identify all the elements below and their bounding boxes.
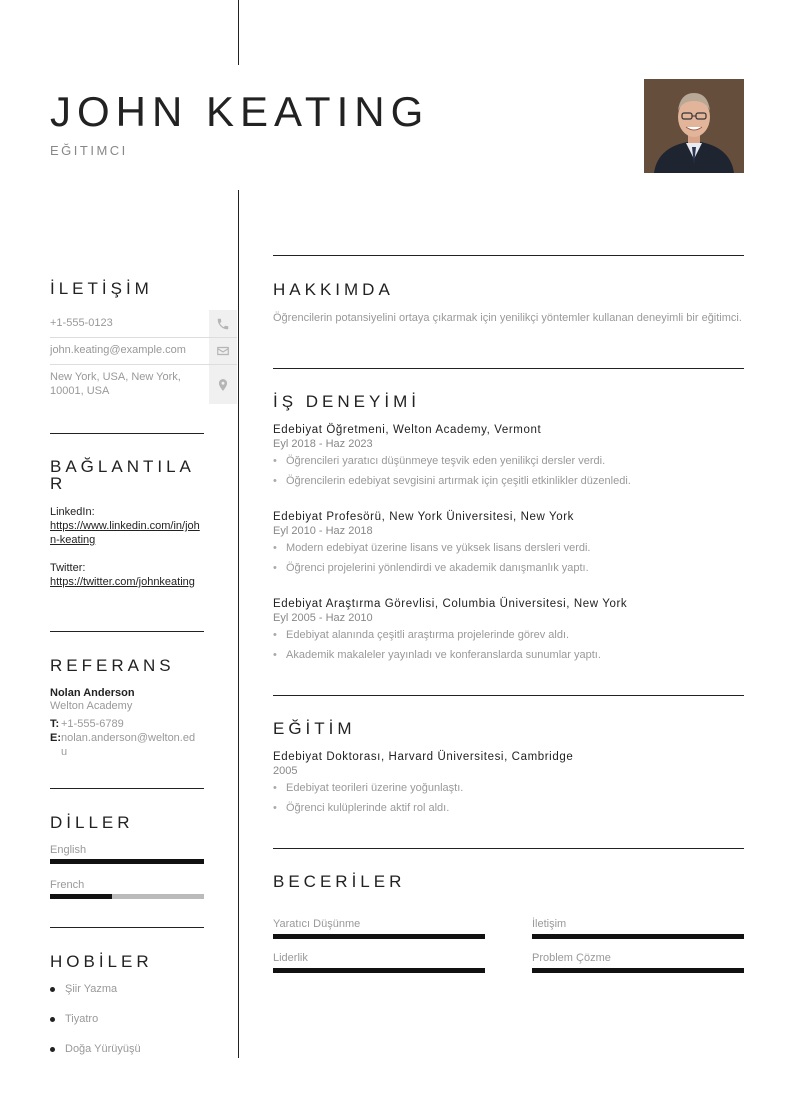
degree-year: 2005 [273,765,298,777]
skill-level-bar [273,934,485,939]
education-title: EĞİTİM [273,719,356,738]
divider [50,927,204,928]
skill-level-bar [273,968,485,973]
link-item-linkedin [50,505,204,547]
portrait-image [644,79,744,173]
hobby-label: Şiir Yazma [65,983,118,995]
link-label: Twitter: [50,562,86,574]
job-title: Edebiyat Profesörü, New York Üniversitesi, New York [273,511,574,523]
divider [50,788,204,789]
reference-email: nolan.anderson@welton.edu [61,732,196,758]
skill-level-bar [532,934,744,939]
education-entry [273,751,744,814]
contact-phone: +1-555-0123 [50,317,113,329]
language-french [50,879,204,899]
degree-title: Edebiyat Doktorası, Harvard Üniversitesi, Cambridge [273,751,574,763]
skills-title: BECERİLER [273,872,406,891]
education-bullet: • Öğrenci kulüplerinde aktif rol aldı. [273,802,450,814]
reference-phone: +1-555-6789 [61,718,124,730]
job-bullet: • Öğrencileri yaratıcı düşünmeye teşvik eden yenilikçi dersler verdi. [273,455,606,467]
language-english [50,844,204,864]
job-title: Edebiyat Araştırma Görevlisi, Columbia Üniversitesi, New York [273,598,628,610]
job-bullet: • Edebiyat alanında çeşitli araştırma projelerinde görev aldı. [273,629,570,641]
envelope-icon [209,338,237,364]
reference-phone-row [50,717,204,731]
skill-label: Problem Çözme [532,952,611,964]
language-level-bar [50,894,204,899]
links-title-line2: R [50,474,67,493]
job-bullet: • Modern edebiyat üzerine lisans ve yüksek lisans dersleri verdi. [273,542,591,554]
hobby-item [50,1013,98,1025]
job-entry [273,598,744,661]
job-bullet: • Öğrencilerin edebiyat sevgisini artırmak için çeşitli etkinlikler düzenledi. [273,475,631,487]
language-label: English [50,844,87,856]
divider [273,695,744,696]
divider-top [238,0,239,65]
skill-item [532,918,744,939]
divider [273,848,744,849]
experience-title: İŞ DENEYİMİ [273,392,420,411]
divider [50,631,204,632]
job-dates: Eyl 2005 - Haz 2010 [273,612,373,624]
job-title: Edebiyat Öğretmeni, Welton Academy, Vermont [273,424,542,436]
reference-email-row [50,731,204,759]
job-entry [273,511,744,574]
skill-item [273,952,485,973]
skill-item [273,918,485,939]
links-title-line1: BAĞLANTILA [50,457,195,476]
skill-label: Yaratıcı Düşünme [273,918,361,930]
contact-title: İLETİŞİM [50,279,153,298]
contact-email-row [50,338,237,365]
divider [273,368,744,369]
divider [273,255,744,256]
job-bullet: • Öğrenci projelerini yönlendirdi ve akademik danışmanlık yaptı. [273,562,589,574]
reference-org: Welton Academy [50,700,133,712]
hobby-item [50,1043,141,1055]
phone-icon [209,310,237,337]
skill-label: İletişim [532,918,567,930]
reference-email-key: E: [50,732,61,744]
skill-item [532,952,744,973]
skill-label: Liderlik [273,952,308,964]
hobby-item [50,983,117,995]
hobby-label: Doğa Yürüyüşü [65,1043,141,1055]
contact-address-row [50,365,237,404]
job-dates: Eyl 2010 - Haz 2018 [273,525,373,537]
contact-address: New York, USA, New York, 10001, USA [50,371,181,397]
job-bullet: • Akademik makaleler yayınladı ve konferanslarda sunumlar yaptı. [273,649,601,661]
linkedin-link[interactable]: https://www.linkedin.com/in/john-keating [50,520,200,546]
link-label: LinkedIn: [50,506,95,518]
skill-level-bar [532,968,744,973]
twitter-link[interactable]: https://twitter.com/johnkeating [50,576,195,588]
link-item-twitter [50,561,204,589]
language-level-bar [50,859,204,864]
reference-name: Nolan Anderson [50,687,135,699]
person-role: EĞITIMCI [50,143,128,158]
divider [50,433,204,434]
hobby-label: Tiyatro [65,1013,99,1025]
column-divider [238,190,239,1058]
reference-block [50,687,204,759]
languages-title: DİLLER [50,813,134,832]
language-label: French [50,879,85,891]
about-text: Öğrencilerin potansiyelini ortaya çıkarmak için yenilikçi yöntemler kullanan deneyimli bir eğitimci. [273,312,742,324]
hobbies-title: HOBİLER [50,952,153,971]
person-name: JOHN KEATING [50,88,430,135]
about-title: HAKKIMDA [273,280,394,299]
reference-title: REFERANS [50,656,175,675]
job-dates: Eyl 2018 - Haz 2023 [273,438,373,450]
links-title [50,458,204,492]
profile-photo [644,79,744,173]
location-pin-icon [209,365,237,404]
contact-phone-row [50,310,237,338]
reference-phone-key: T: [50,718,60,730]
contact-email: john.keating@example.com [50,344,186,356]
job-entry [273,424,744,487]
education-bullet: • Edebiyat teorileri üzerine yoğunlaştı. [273,782,464,794]
